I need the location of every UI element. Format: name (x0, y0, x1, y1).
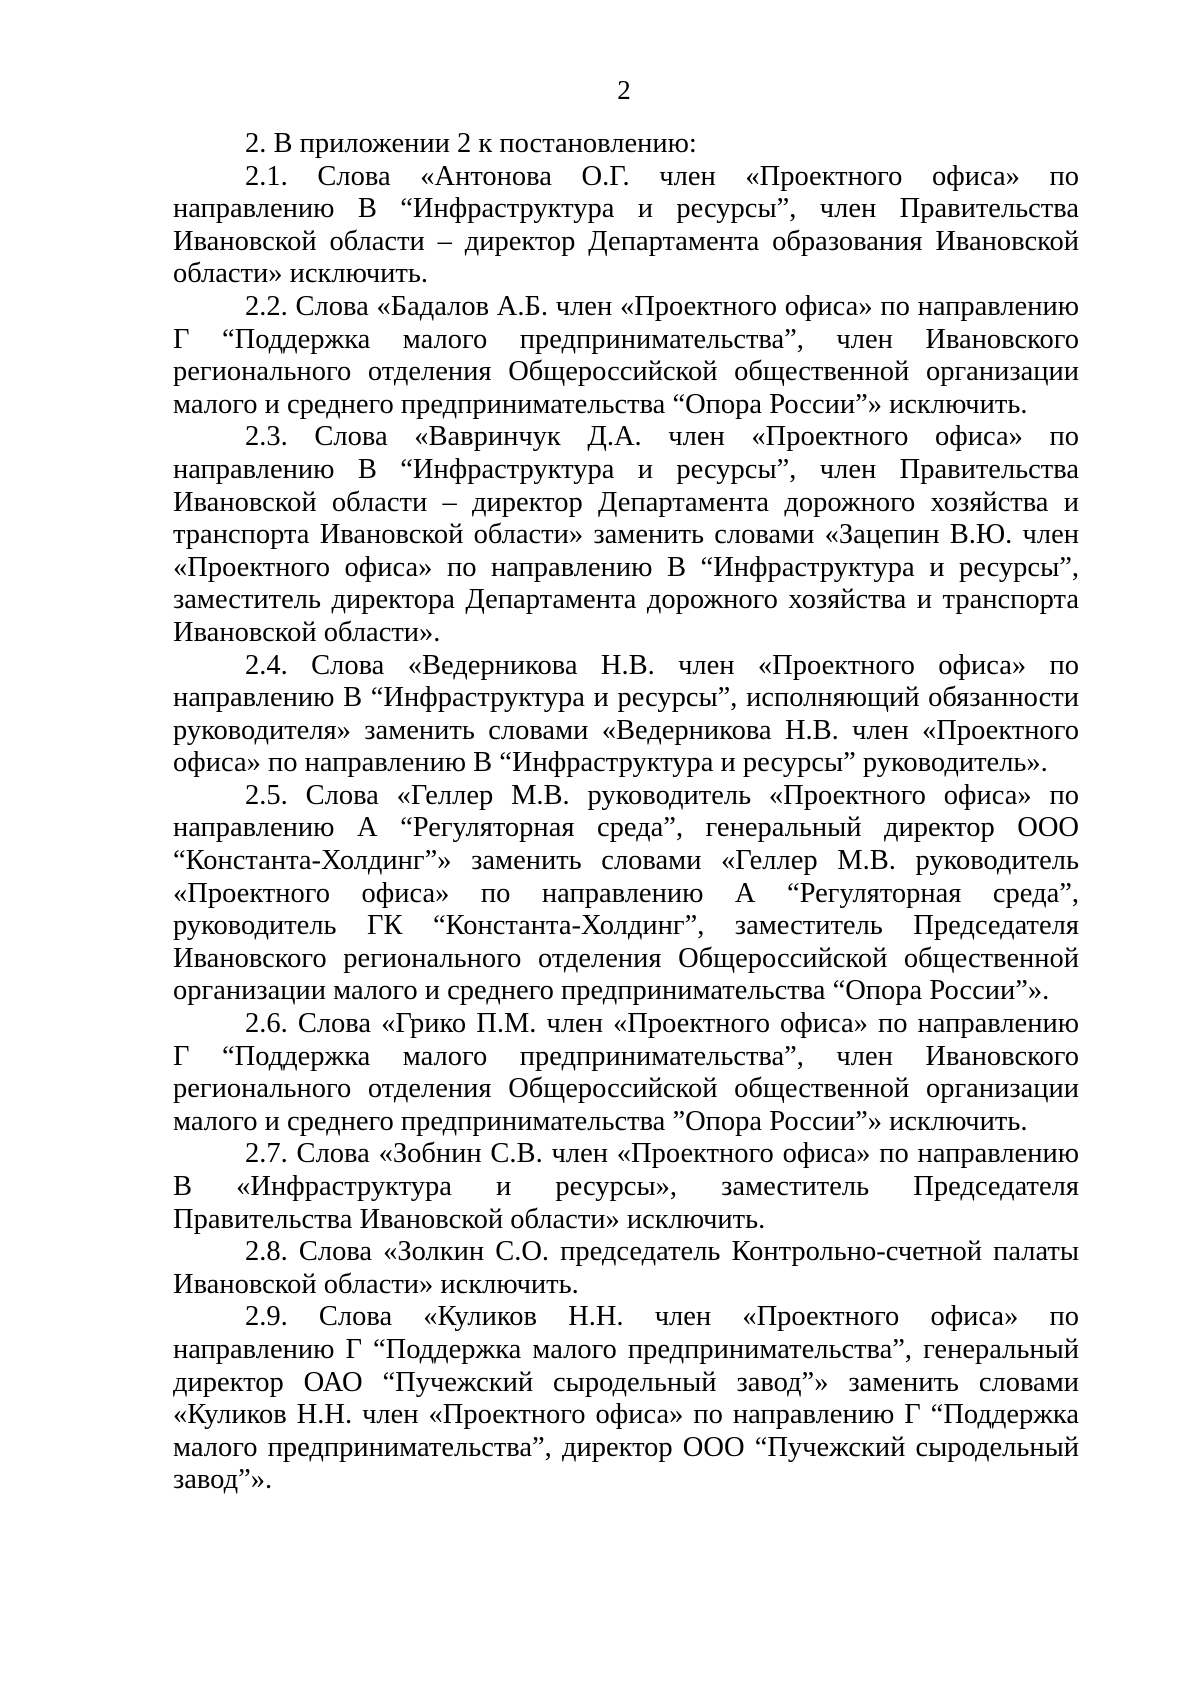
clause-2-5: 2.5. Слова «Геллер М.В. руководитель «Проектного офиса» по направлению А “Регуляторная среда”, генеральный директор ООО “Константа-Холдинг”» заменить словами «Геллер М.В. руководитель «Проектного офиса» по направлению А “Регуляторная среда”, руководитель ГК “Константа-Холдинг”, заместитель Председателя Ивановского регионального отделения Общероссийской общественной организации малого и среднего предпринимательства “Опора России”». (173, 779, 1079, 1007)
clause-2-4: 2.4. Слова «Ведерникова Н.В. член «Проектного офиса» по направлению В “Инфраструктура и ресурсы”, исполняющий обязанности руководителя» заменить словами «Ведерникова Н.В. член «Проектного офиса» по направлению В “Инфраструктура и ресурсы” руководитель». (173, 649, 1079, 779)
intro-paragraph: 2. В приложении 2 к постановлению: (245, 128, 697, 159)
clause-2-3: 2.3. Слова «Вавринчук Д.А. член «Проектного офиса» по направлению В “Инфраструктура и ресурсы”, член Правительства Ивановской области – директор Департамента дорожного хозяйства и транспорта Ивановской области» заменить словами «Зацепин В.Ю. член «Проектного офиса» по направлению В “Инфраструктура и ресурсы”, заместитель директора Департамента дорожного хозяйства и транспорта Ивановской области». (173, 421, 1079, 648)
clause-2-1: 2.1. Слова «Антонова О.Г. член «Проектного офиса» по направлению В “Инфраструктура и ресурсы”, член Правительства Ивановской области – директор Департамента образования Ивановской области» исключить. (173, 160, 1079, 290)
clause-2-6: 2.6. Слова «Грико П.М. член «Проектного офиса» по направлению Г “Поддержка малого предпринимательства”, член Ивановского регионального отделения Общероссийской общественной организации малого и среднего предпринимательства ”Опора России”» исключить. (173, 1008, 1079, 1137)
page-number: 2 (617, 75, 631, 105)
clause-2-2: 2.2. Слова «Бадалов А.Б. член «Проектного офиса» по направлению Г “Поддержка малого предпринимательства”, член Ивановского регионального отделения Общероссийской общественной организации малого и среднего предпринимательства “Опора России”» исключить. (173, 290, 1079, 420)
clause-2-8: 2.8. Слова «Золкин С.О. председатель Контрольно-счетной палаты Ивановской области» исключить. (173, 1236, 1079, 1300)
clause-2-9: 2.9. Слова «Куликов Н.Н. член «Проектного офиса» по направлению Г “Поддержка малого предпринимательства”, генеральный директор ОАО “Пучежский сыродельный завод”» заменить словами «Куликов Н.Н. член «Проектного офиса» по направлению Г “Поддержка малого предпринимательства”, директор ООО “Пучежский сыродельный завод”». (173, 1301, 1079, 1496)
clause-2-7: 2.7. Слова «Зобнин С.В. член «Проектного офиса» по направлению В «Инфраструктура и ресурсы», заместитель Председателя Правительства Ивановской области» исключить. (173, 1138, 1079, 1235)
document-body (173, 128, 1079, 1497)
